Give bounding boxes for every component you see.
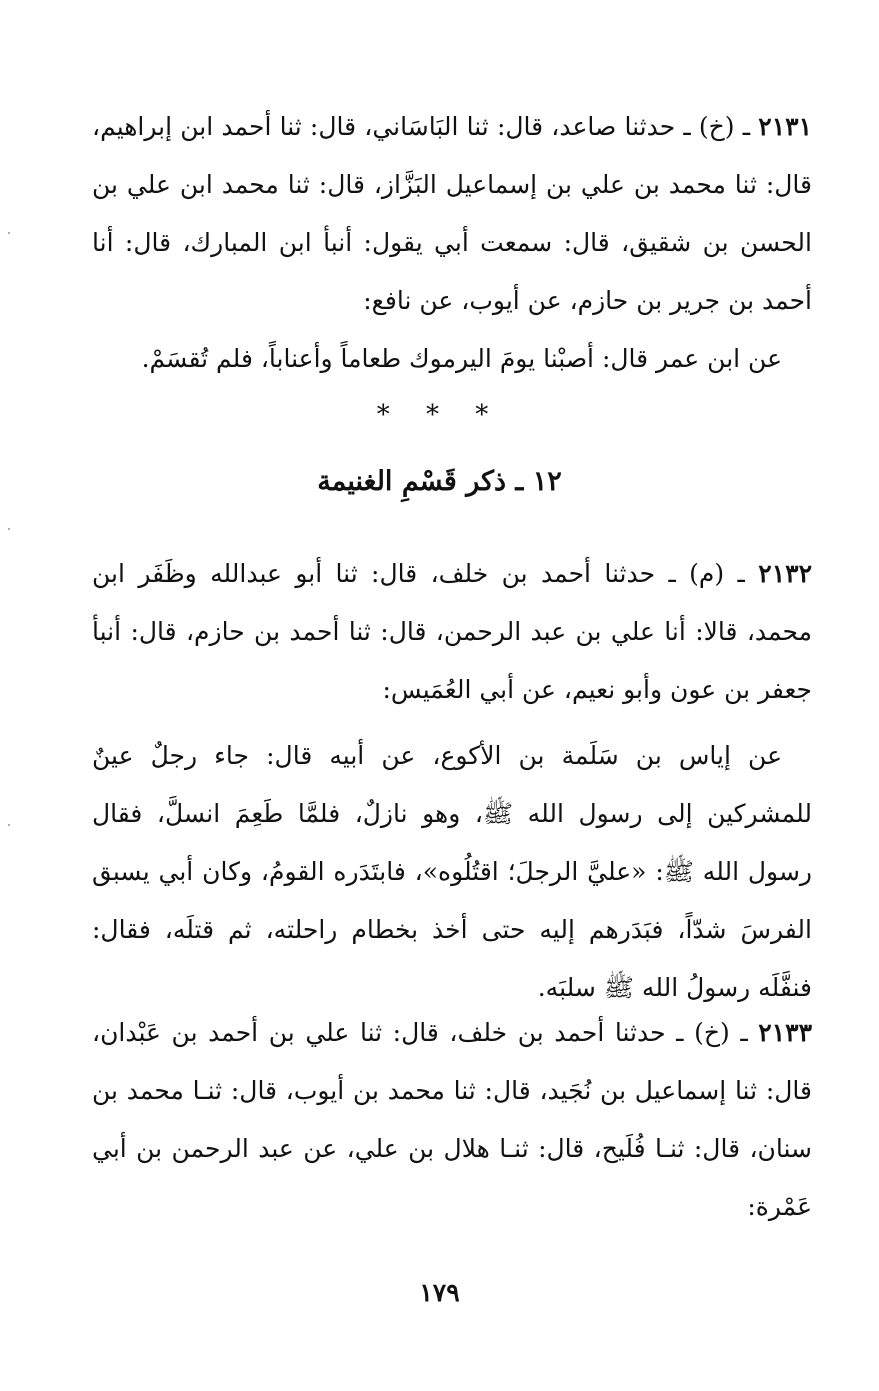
- hadith-2132-matn: عن إياس بن سَلَمة بن الأكوع، عن أبيه قال: جاء رجلٌ عينٌ للمشركين إلى رسول الله ﷺ، وهو نازلٌ، فلمَّا طَعِمَ انسلَّ، فقال رسول الله ﷺ: «عليَّ الرجلَ؛ اقتُلُوه»، فابتَدَره القومُ، وكان أبي يسبق الفرسَ شدّاً، فبَدَرهم إليه حتى أخذ بخطام راحلته، ثم قتلَه، فقال: فنفَّلَه رسولُ الله ﷺ سلبَه.: [92, 741, 812, 1002]
- scan-speck: [8, 232, 10, 234]
- section-heading: ١٢ ـ ذكر قَسْمِ الغنيمة: [317, 466, 562, 497]
- section-separator: * * *: [376, 400, 503, 430]
- page-number: ١٧٩: [419, 1278, 460, 1307]
- hadith-2131-isnad: [92, 98, 812, 330]
- hadith-2133: [92, 1004, 812, 1236]
- hadith-number: ٢١٣١: [758, 112, 812, 141]
- hadith-2133-isnad: [92, 1004, 812, 1236]
- scan-speck: [8, 528, 10, 530]
- isnad-text: ـ (م) ـ حدثنا أحمد بن خلف، قال: ثنا أبو عبدالله وظَفَر ابن محمد، قالا: أنا علي بن عبد الرحمن، قال: ثنا أحمد بن حازم، قال: أنبأ جعفر بن عون وأبو نعيم، عن أبي العُمَيس:: [92, 559, 812, 704]
- isnad-text: ـ (خ) ـ حدثنا أحمد بن خلف، قال: ثنا علي بن أحمد بن عَبْدان، قال: ثنا إسماعيل بن نُجَيد، قال: ثنا محمد بن أيوب، قال: ثنـا محمد بن سنان، قال: ثنـا فُلَيح، قال: ثنـا هلال بن علي، عن عبد الرحمن بن أبي عَمْرة:: [92, 1018, 812, 1221]
- hadith-2132: [92, 545, 812, 1017]
- hadith-number: ٢١٣٣: [758, 1018, 812, 1047]
- hadith-2131-matn: عن ابن عمر قال: أصبْنا يومَ اليرموك طعاماً وأعناباً، فلم تُقسَمْ.: [141, 344, 782, 373]
- hadith-number: ٢١٣٢: [758, 559, 812, 588]
- hadith-2132-isnad: [92, 545, 812, 719]
- isnad-text: ـ (خ) ـ حدثنا صاعد، قال: ثنا البَاسَاني، قال: ثنا أحمد ابن إبراهيم، قال: ثنا محمد بن علي بن إسماعيل البَزَّاز، قال: ثنا محمد ابن علي بن الحسن بن شقيق، قال: سمعت أبي يقول: أنبأ ابن المبارك، قال: أنا أحمد بن جرير بن حازم، عن أيوب، عن نافع:: [92, 112, 812, 315]
- hadith-2131: [92, 98, 812, 388]
- scan-speck: [8, 824, 10, 826]
